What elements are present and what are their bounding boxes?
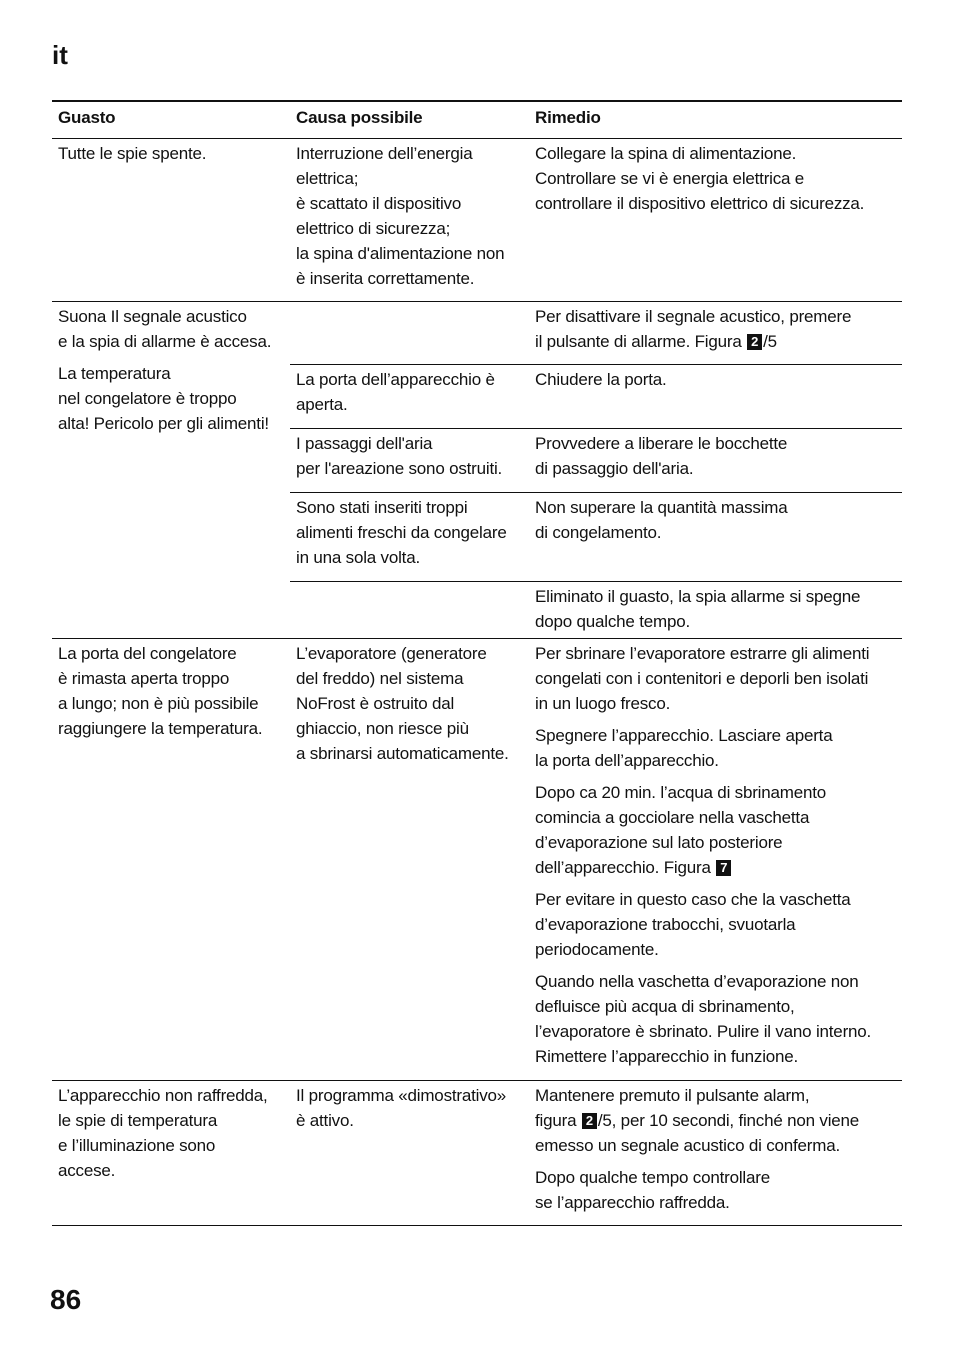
figure-ref-icon: 7 [716, 860, 731, 876]
figure-ref-icon: 2 [747, 334, 762, 350]
remedy-cell: Collegare la spina di alimentazione. Controllare se vi è energia elettrica e controllare il dispositivo elettrico di sicurezza. [535, 144, 865, 213]
fault-cell: La porta del congelatore è rimasta aperta troppo a lungo; non è più possibile raggiungere la temperatura. [58, 644, 263, 738]
remedy-text: Per disattivare il segnale acustico, premere il pulsante di allarme. Figura [535, 307, 852, 351]
figure-ref-icon: 2 [582, 1113, 597, 1129]
fault-cell: Tutte le spie spente. [58, 144, 207, 163]
cause-cell [290, 304, 529, 364]
remedy-text: Per evitare in questo caso che la vaschetta d’evaporazione trabocchi, svuotarla periodocamente. [535, 890, 851, 959]
table-header-row [52, 102, 902, 138]
remedy-text: Spegnere l’apparecchio. Lasciare aperta la porta dell’apparecchio. [535, 726, 833, 770]
remedy-text-part: Mantenere premuto il pulsante alarm, figura [535, 1086, 810, 1130]
remedy-text-part: Dopo ca 20 min. l’acqua di sbrinamento comincia a gocciolare nella vaschetta d’evaporazione sul lato posteriore dell’apparecchio. Figura [535, 783, 827, 877]
remedy-text: Dopo qualche tempo controllare se l’apparecchio raffredda. [535, 1168, 770, 1212]
fault-text: Suona Il segnale acustico e la spia di allarme è accesa. [58, 307, 272, 351]
remedy-cell [529, 641, 902, 1080]
page-number: 86 [50, 1284, 82, 1315]
remedy-text: /5 [763, 332, 777, 351]
remedy-cell: Eliminato il guasto, la spia allarme si spegne dopo qualche tempo. [535, 587, 861, 631]
sub-table [290, 302, 902, 638]
cause-cell [290, 584, 529, 646]
cause-cell: La porta dell’apparecchio è aperta. [296, 370, 495, 414]
table-row [52, 139, 902, 301]
remedy-text [535, 780, 902, 880]
sub-row [290, 582, 902, 646]
cause-cell: Interruzione dell’energia elettrica; è scattato il dispositivo elettrico di sicurezza; la spina d'alimentazione non è inserita correttamente. [296, 144, 505, 288]
header-fault: Guasto [58, 108, 116, 127]
cause-cell: Sono stati inseriti troppi alimenti freschi da congelare in una sola volta. [296, 498, 507, 567]
remedy-cell: Provvedere a liberare le bocchette di passaggio dell'aria. [535, 434, 788, 478]
fault-text: La temperatura nel congelatore è troppo alta! Pericolo per gli alimenti! [58, 364, 269, 433]
remedy-text [535, 1083, 902, 1158]
table-row [52, 302, 902, 638]
sub-row [290, 493, 902, 581]
sub-row [290, 365, 902, 428]
fault-cell: L’apparecchio non raffredda, le spie di temperatura e l’illuminazione sono accese. [58, 1086, 268, 1180]
remedy-text-part: /5, per 10 secondi, finché non viene emesso un segnale acustico di conferma. [535, 1111, 860, 1155]
cause-cell: I passaggi dell'aria per l'areazione sono ostruiti. [296, 434, 503, 478]
table-bottom-rule [52, 1225, 902, 1226]
header-cause: Causa possibile [296, 108, 423, 127]
remedy-cell: Non superare la quantità massima di congelamento. [535, 498, 788, 542]
remedy-cell [529, 304, 902, 364]
fault-cell [52, 302, 290, 638]
table-row [52, 639, 902, 1080]
remedy-text: Quando nella vaschetta d’evaporazione non defluisce più acqua di sbrinamento, l’evaporatore è sbrinato. Pulire il vano interno. Rimettere l’apparecchio in funzione. [535, 972, 872, 1066]
remedy-cell: Chiudere la porta. [535, 370, 667, 389]
cause-cell: L’evaporatore (generatore del freddo) nel sistema NoFrost è ostruito dal ghiaccio, non riesce più a sbrinarsi automaticamente. [296, 644, 509, 763]
remedy-cell [529, 1083, 902, 1225]
language-code: it [52, 40, 68, 70]
header-remedy: Rimedio [535, 108, 601, 127]
remedy-text: Per sbrinare l’evaporatore estrarre gli alimenti congelati con i contenitori e deporli ben isolati in un luogo fresco. [535, 644, 870, 713]
sub-row [290, 302, 902, 364]
sub-row [290, 429, 902, 492]
table-row [52, 1081, 902, 1225]
cause-cell: Il programma «dimostrativo» è attivo. [296, 1086, 507, 1130]
troubleshooting-table [52, 100, 902, 1226]
